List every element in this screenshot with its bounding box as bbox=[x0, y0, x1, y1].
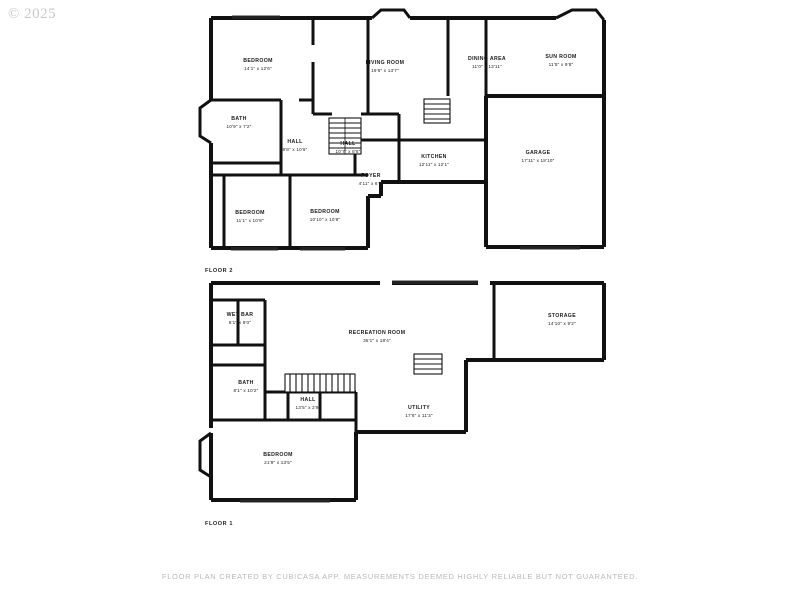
room-label bbox=[226, 116, 251, 130]
room-label bbox=[295, 397, 320, 411]
floor-1-outline bbox=[200, 281, 604, 502]
room-label bbox=[282, 139, 307, 153]
room-label bbox=[227, 312, 254, 326]
room-dimensions: 4'11" x 6'0" bbox=[358, 180, 384, 186]
room-label bbox=[263, 452, 293, 466]
room-dimensions: 11'5" x 9'8" bbox=[548, 61, 574, 67]
room-label bbox=[235, 210, 265, 224]
room-name: BEDROOM bbox=[310, 208, 340, 215]
room-label bbox=[405, 405, 432, 419]
room-dimensions: 8'1" x 10'2" bbox=[233, 387, 259, 393]
room-name: LIVING ROOM bbox=[365, 59, 405, 66]
room-label bbox=[419, 154, 449, 168]
room-dimensions: 10'7" x 8'6" bbox=[335, 148, 361, 154]
room-dimensions: 11'0" x 13'11" bbox=[472, 63, 502, 69]
room-dimensions: 13'5" x 2'9" bbox=[295, 404, 321, 410]
room-dimensions: 14'1" x 12'6" bbox=[244, 65, 272, 71]
room-dimensions: 10'9" x 7'2" bbox=[226, 123, 252, 129]
room-name: UTILITY bbox=[407, 404, 431, 411]
room-label bbox=[548, 313, 576, 327]
room-dimensions: 21'9" x 13'5" bbox=[264, 459, 292, 465]
room-label bbox=[335, 141, 360, 155]
room-name: GARAGE bbox=[525, 149, 551, 156]
room-label bbox=[545, 54, 576, 68]
room-name: HALL bbox=[300, 396, 316, 403]
room-dimensions: 17'11" x 18'10" bbox=[521, 157, 555, 163]
room-label bbox=[522, 150, 555, 164]
room-label bbox=[468, 56, 506, 70]
room-name: BEDROOM bbox=[243, 57, 273, 64]
room-label bbox=[359, 173, 384, 187]
room-dimensions: 11'1" x 10'8" bbox=[236, 217, 264, 223]
room-name: BATH bbox=[231, 115, 247, 122]
room-label bbox=[233, 380, 258, 394]
floor-label-floor2: FLOOR 2 bbox=[205, 268, 234, 274]
room-dimensions: 12'11" x 12'1" bbox=[418, 161, 450, 167]
room-name: SUN ROOM bbox=[545, 53, 577, 60]
floor-label-floor1: FLOOR 1 bbox=[205, 521, 234, 527]
room-dimensions: 8'1" x 9'0" bbox=[228, 319, 252, 325]
room-dimensions: 10'10" x 10'8" bbox=[309, 216, 341, 222]
room-label bbox=[366, 60, 405, 74]
room-dimensions: 17'6" x 11'3" bbox=[405, 412, 433, 418]
room-name: RECREATION ROOM bbox=[348, 329, 406, 336]
room-name: HALL bbox=[340, 140, 356, 147]
copyright-watermark: © 2025 bbox=[8, 6, 57, 22]
room-name: BEDROOM bbox=[235, 209, 265, 216]
room-name: FOYER bbox=[361, 172, 381, 179]
room-name: KITCHEN bbox=[421, 153, 447, 160]
room-label bbox=[349, 330, 406, 344]
room-name: DINING AREA bbox=[468, 55, 506, 62]
room-dimensions: 35'1" x 18'4" bbox=[363, 337, 391, 343]
room-label bbox=[310, 209, 341, 223]
room-name: STORAGE bbox=[547, 312, 577, 319]
room-label bbox=[243, 58, 273, 72]
room-dimensions: 8'8" x 10'6" bbox=[282, 146, 308, 152]
room-name: HALL bbox=[287, 138, 303, 145]
room-name: BATH bbox=[238, 379, 254, 386]
room-dimensions: 19'6" x 13'7" bbox=[371, 67, 399, 73]
room-name: WET BAR bbox=[226, 311, 254, 318]
footer-disclaimer: FLOOR PLAN CREATED BY CUBICASA APP. MEASUREMENTS DEEMED HIGHLY RELIABLE BUT NOT GUARANTEED. bbox=[161, 572, 639, 581]
room-name: BEDROOM bbox=[263, 451, 293, 458]
room-dimensions: 14'10" x 9'2" bbox=[548, 320, 576, 326]
